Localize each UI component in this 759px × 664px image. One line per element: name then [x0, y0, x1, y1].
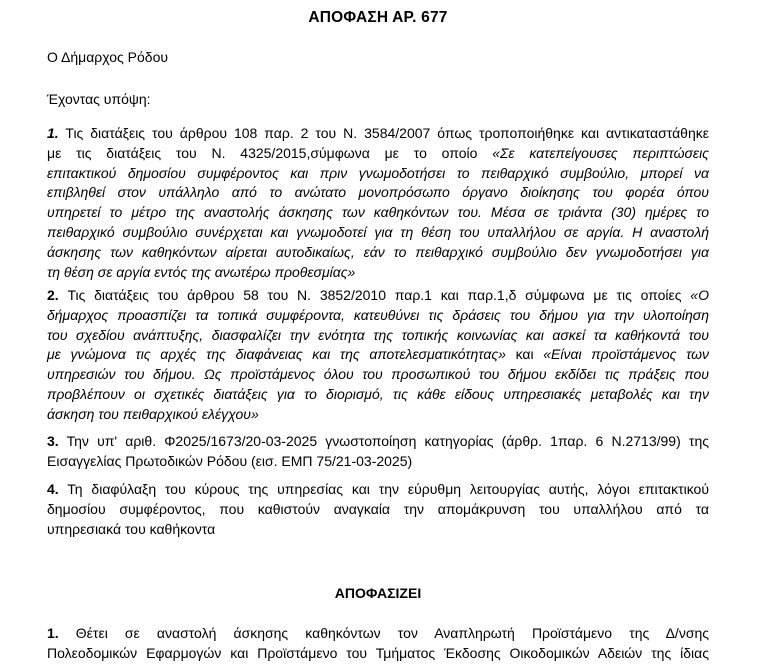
- item-number: 1.: [47, 125, 59, 141]
- decision-1-line-1: 1. Θέτει σε αναστολή άσκησης καθηκόντων τον Αναπληρωτή Προϊστάμενο της Δ/νσης: [47, 625, 709, 641]
- consideration-item-4: [47, 480, 709, 539]
- item-4-line-2: δημοσίου συμφέροντος, που καθιστούν αναγκαία την απομάκρυνση του υπαλλήλου από τα: [47, 500, 709, 517]
- item-number: 2.: [47, 287, 68, 303]
- consideration-item-2: [47, 286, 709, 425]
- item-1-line-5: υπηρετεί το μέτρο της αναστολής άσκησης των καθηκόντων του. Μέσα σε τριάντα (30) ημέρες το: [47, 204, 709, 221]
- item-1-line-8: τη θέση σε αργία εντός της ανωτέρω προθεσμίας»: [47, 263, 356, 280]
- item-1-line-3: επιτακτικού δημοσίου συμφέροντος και πριν γνωμοδοτήσει το πειθαρχικό συμβούλιο, μπορεί να: [47, 164, 709, 181]
- item-1-line-6: πειθαρχικό συμβούλιο συνέρχεται και γνωμοδοτεί για τη θέση του υπαλλήλου σε αργία. Η αναστολή: [47, 223, 709, 240]
- item-3-line-2: Εισαγγελίας Πρωτοδικών Ρόδου (εισ. ΕΜΠ 75/21-03-2025): [47, 452, 413, 469]
- item-1-line-1: 1. Τις διατάξεις του άρθρου 108 παρ. 2 του Ν. 3584/2007 όπως τροποποιήθηκε και αντικαταστάθηκε: [47, 125, 709, 141]
- decision-1-line-2: Πολεοδομικών Εφαρμογών και Προϊστάμενο του Τμήματος Έκδοσης Οικοδομικών Αδειών της ίδιας: [47, 644, 709, 661]
- item-2-line-4: με γνώμονα τις αρχές της διαφάνειας και της αποτελεσματικότητας» και «Είναι προϊστάμενος των: [47, 346, 710, 363]
- item-1-line-4: επιβληθεί στον υπάλληλο από το ανώτατο μονοπρόσωπο όργανο διοίκησης του φορέα όπου: [47, 184, 709, 201]
- item-number: 1.: [47, 625, 59, 641]
- item-number: 4.: [47, 481, 59, 497]
- decision-title: ΑΠΟΦΑΣΗ ΑΡ. 677: [308, 9, 448, 26]
- decision-item-1: [47, 624, 709, 664]
- consideration-item-1: [47, 124, 709, 282]
- item-1-line-7: άσκησης των καθηκόντων αίρεται αυτοδικαίως, εάν το πειθαρχικό συμβούλιο δεν γνωμοδοτήσει για: [47, 243, 709, 260]
- decides-heading: ΑΠΟΦΑΣΙΖΕΙ: [334, 585, 422, 601]
- item-2-line-6: προβλέπουν οι σχετικές διατάξεις για το διορισμό, τις κάθε είδους υπηρεσιακές μεταβολές και την: [47, 385, 709, 402]
- consideration-item-3: [47, 432, 709, 472]
- item-4-line-3: υπηρεσιακά του καθήκοντα: [47, 520, 216, 537]
- item-2-line-1: 2. Τις διατάξεις του άρθρου 58 του Ν. 3852/2010 παρ.1 και παρ.1,δ σύμφωνα με τις οποίες «Ο: [47, 287, 709, 303]
- considering-heading: Έχοντας υπόψη:: [47, 91, 151, 107]
- issuer-line: Ο Δήμαρχος Ρόδου: [47, 49, 169, 65]
- item-3-line-1: 3. Την υπ' αριθ. Φ2025/1673/20-03-2025 γνωστοποίηση κατηγορίας (άρθρ. 1παρ. 6 Ν.2713/99) της: [47, 433, 709, 449]
- item-1-line-2: με τις διατάξεις του Ν. 4325/2015,σύμφωνα με το οποίο «Σε κατεπείγουσες περιπτώσεις: [47, 144, 709, 161]
- item-2-line-7: άσκηση του πειθαρχικού ελέγχου»: [47, 405, 259, 422]
- item-2-line-2: δήμαρχος προασπίζει τα τοπικά συμφέροντα, κατευθύνει τις δράσεις του δήμου για την υλοποίηση: [47, 306, 709, 323]
- item-4-line-1: 4. Τη διαφύλαξη του κύρους της υπηρεσίας και την εύρυθμη λειτουργίας αυτής, λόγοι επιτακτικού: [47, 481, 709, 497]
- item-2-line-5: υπηρεσιών του δήμου. Ως προϊστάμενος όλου του προσωπικού του δήμου εκδίδει τις πράξεις που: [47, 366, 709, 383]
- item-number: 3.: [47, 433, 59, 449]
- item-2-line-3: του σχεδίου ανάπτυξης, διασφαλίζει την ενότητα της τοπικής κοινωνίας και ασκεί τα καθήκοντά του: [47, 326, 709, 343]
